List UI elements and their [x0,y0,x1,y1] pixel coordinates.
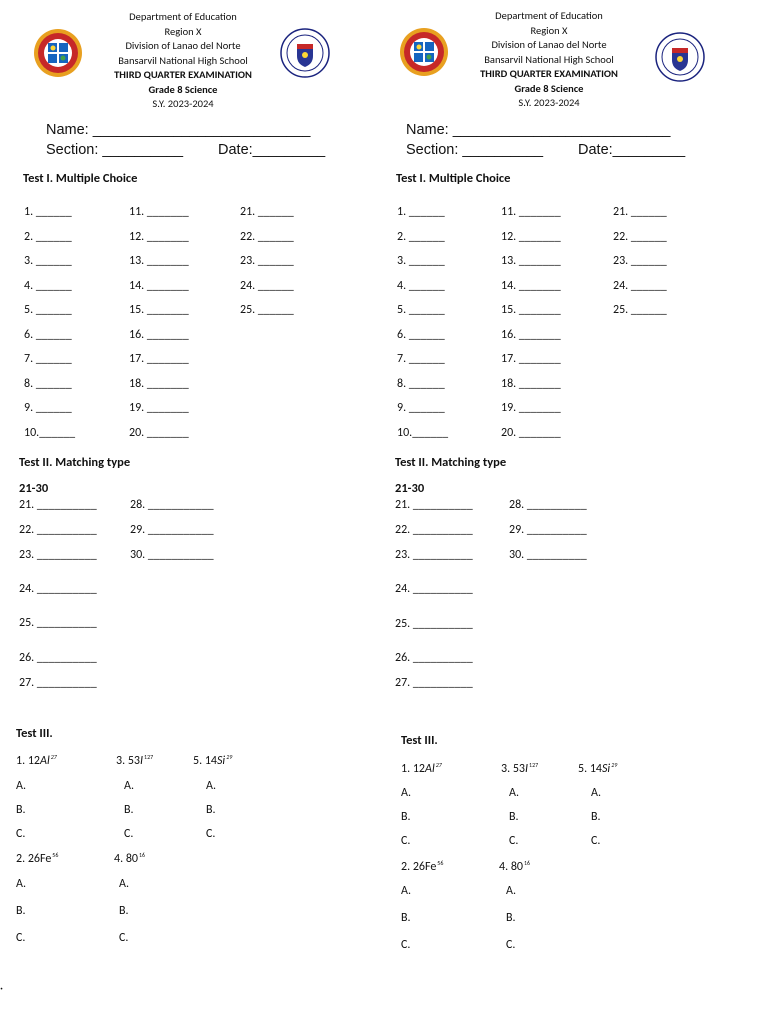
answer-line: 7. ______ [24,352,72,366]
choice-label: C. [16,827,26,841]
test3-question-2: 2. 26Fe$^{56}$ [401,859,444,874]
answer-line: 23. ______ [240,254,294,268]
choice-label: A. [401,884,412,898]
answer-line: 21. ______ [240,205,294,219]
answer-line: 24. ______ [613,278,667,293]
exam-title: THIRD QUARTER EXAMINATION [480,67,618,80]
list-item: 28. __________ [509,498,587,512]
answer-line: 24. ______ [240,278,294,293]
choice-label: C. [401,834,411,848]
answer-line: 21. ______ [613,205,667,219]
answer-line: 8. ______ [397,376,445,391]
test2-range: 21-30 [19,481,49,496]
answer-line: 12. _______ [129,229,189,244]
test1-title: Test I. Multiple Choice [23,171,138,186]
answer-line: 1. ______ [397,205,445,219]
answer-line: 2. ______ [397,229,445,244]
list-item: 26. __________ [395,651,473,665]
division-text: Division of Lanao del Norte [491,38,607,51]
test1-column-2 [129,200,189,445]
answer-line: 13. _______ [129,254,189,268]
test3-question-4: 4. $80^{16}$ [499,859,531,874]
test1-column-2 [501,200,561,445]
answer-line: 7. ______ [397,352,445,366]
answer-line: 12. _______ [501,229,561,244]
choice-label: B. [591,810,601,824]
answer-line: 3. ______ [24,254,72,268]
test3-question-5: 5. 14Si$^{29}$ [578,761,618,776]
answer-line: 15. _______ [501,303,561,317]
answer-line: 15. _______ [129,303,189,317]
answer-line: 18. _______ [129,376,189,391]
answer-line: 2. ______ [24,229,72,244]
department-text: Department of Education [129,10,237,23]
answer-line: 10.______ [24,425,76,440]
test3-question-5: 5. 14Si$^{29}$ [193,753,233,768]
answer-line: 19. _______ [501,401,561,415]
answer-line: 17. _______ [501,352,561,366]
test2-title: Test II. Matching type [395,455,507,470]
list-item: 23. __________ [19,548,97,562]
name-field: Name: ___________________________ [46,122,311,138]
region-text: Region X [530,23,568,37]
test2-range: 21-30 [395,481,425,496]
choice-label: B. [206,803,216,817]
test3-question-2: 2. 26Fe$^{56}$ [16,851,59,866]
test1-column-1 [24,200,75,445]
choice-label: C. [206,827,216,841]
list-item: 21. __________ [395,498,473,512]
choice-label: B. [16,904,26,918]
list-item: 30. ___________ [130,548,214,562]
answer-line: 1. ______ [24,205,72,219]
test3-question-4: 4. $80^{16}$ [114,851,146,866]
department-text: Department of Education [495,9,603,22]
choice-label: A. [591,786,602,800]
choice-label: C. [124,827,134,841]
list-item: 29. __________ [509,523,587,537]
list-item: 25. __________ [19,616,97,630]
answer-line: 16. _______ [501,327,561,342]
list-item: 26. __________ [19,651,97,665]
choice-label: B. [16,803,26,817]
test1-column-1 [397,200,448,445]
answer-line: 4. ______ [24,278,72,293]
school-name: Bansarvil National High School [484,52,614,66]
answer-line: 11. _______ [129,205,189,219]
choice-label: A. [16,779,27,793]
choice-label: B. [509,810,519,824]
test3-title: Test III. [401,733,438,748]
date-field: Date:_________ [578,142,686,158]
test3-title: Test III. [16,726,53,741]
choice-label: A. [119,877,130,891]
name-field: Name: ___________________________ [406,122,671,138]
answer-line: 3. ______ [397,254,445,268]
choice-label: C. [16,931,26,945]
stray-mark: · [0,982,4,996]
list-item: 22. __________ [395,523,473,537]
choice-label: A. [401,786,412,800]
test2-title: Test II. Matching type [19,455,131,470]
test3-question-1: 1. 12Al$^{27}$ [401,761,442,776]
answer-line: 6. ______ [397,327,445,342]
answer-line: 14. _______ [501,278,561,293]
division-text: Division of Lanao del Norte [125,39,241,52]
answer-line: 14. _______ [129,278,189,293]
list-item: 24. __________ [19,582,97,596]
choice-label: C. [401,938,411,952]
answer-line: 18. _______ [501,376,561,391]
answer-line: 25. ______ [240,303,294,317]
grade-subject: Grade 8 Science [514,81,584,95]
answer-line: 4. ______ [397,278,445,293]
answer-line: 10.______ [397,425,449,440]
section-field: Section: __________ [406,142,544,158]
school-name: Bansarvil National High School [118,53,248,67]
school-seal-icon [33,28,83,78]
grade-subject: Grade 8 Science [148,82,218,96]
answer-line: 16. _______ [129,327,189,342]
answer-line: 17. _______ [129,352,189,366]
deped-seal-icon [280,28,330,78]
answer-line: 22. ______ [613,229,667,244]
school-seal-icon [399,27,449,77]
answer-line: 23. ______ [613,254,667,268]
list-item: 30. __________ [509,548,587,562]
list-item: 21. __________ [19,498,97,512]
answer-line: 20. _______ [501,425,561,440]
region-text: Region X [164,24,202,38]
answer-line: 9. ______ [24,401,72,415]
list-item: 28. ___________ [130,498,214,512]
choice-label: B. [401,911,411,925]
test3-question-3: 3. $53I^{127}$ [116,753,154,768]
list-item: 25. __________ [395,617,473,631]
list-item: 27. __________ [19,676,97,690]
school-header [449,9,649,111]
choice-label: A. [16,877,27,891]
school-header [83,10,283,112]
answer-line: 13. _______ [501,254,561,268]
choice-label: B. [124,803,134,817]
deped-seal-icon [655,32,705,82]
test3-question-1: 1. 12Al$^{27}$ [16,753,57,768]
choice-label: B. [506,911,516,925]
test1-title: Test I. Multiple Choice [396,171,511,186]
school-year: S.Y. 2023-2024 [152,97,214,110]
answer-line: 22. ______ [240,229,294,244]
test3-question-3: 3. $53I^{127}$ [501,761,539,776]
list-item: 24. __________ [395,582,473,596]
test1-column-3 [240,200,294,323]
choice-label: C. [119,931,129,945]
list-item: 23. __________ [395,548,473,562]
choice-label: A. [506,884,517,898]
list-item: 29. ___________ [130,523,214,537]
section-field: Section: __________ [46,142,184,158]
answer-line: 9. ______ [397,401,445,415]
answer-line: 19. _______ [129,401,189,415]
school-year: S.Y. 2023-2024 [518,96,580,109]
choice-label: C. [506,938,516,952]
choice-label: C. [509,834,519,848]
answer-line: 5. ______ [24,303,72,317]
answer-line: 11. _______ [501,205,561,219]
choice-label: B. [401,810,411,824]
choice-label: A. [124,779,135,793]
choice-label: A. [509,786,520,800]
list-item: 27. __________ [395,676,473,690]
list-item: 22. __________ [19,523,97,537]
test1-column-3 [613,200,667,323]
choice-label: B. [119,904,129,918]
choice-label: C. [591,834,601,848]
answer-line: 5. ______ [397,303,445,317]
date-field: Date:_________ [218,142,326,158]
answer-line: 8. ______ [24,376,72,391]
answer-line: 6. ______ [24,327,72,342]
exam-title: THIRD QUARTER EXAMINATION [114,68,252,81]
answer-line: 25. ______ [613,303,667,317]
answer-line: 20. _______ [129,425,189,440]
choice-label: A. [206,779,217,793]
